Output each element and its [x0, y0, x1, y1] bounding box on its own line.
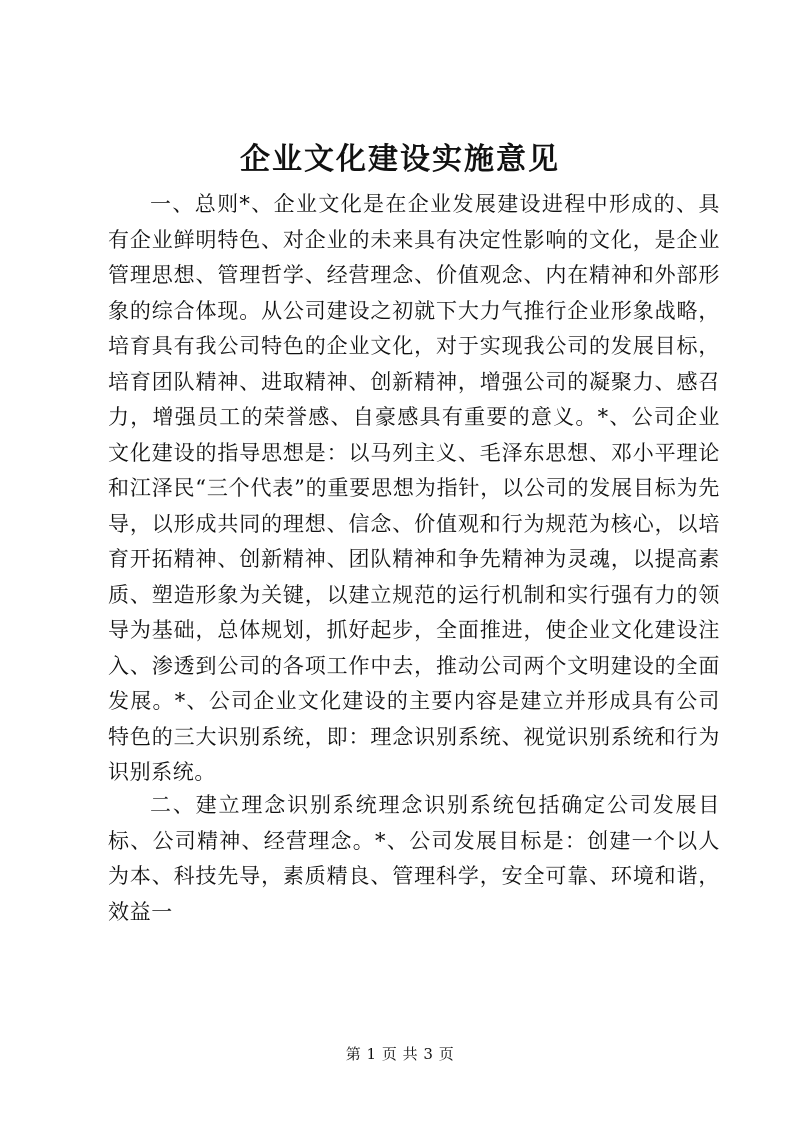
document-title: 企业文化建设实施意见: [240, 142, 560, 177]
page-number-footer: 第 1 页 共 3 页: [345, 1045, 455, 1063]
paragraph-concept-identity-system: 二、建立理念识别系统理念识别系统包括确定公司发展目标、公司精神、经营理念。*、公司发展目标是：创建一个以人为本、科技先导，素质精良、管理科学，安全可靠、环境和谐，效益一: [108, 793, 720, 924]
paragraph-general-principles: 一、总则*、企业文化是在企业发展建设进程中形成的、具有企业鲜明特色、对企业的未来具有决定性影响的文化，是企业管理思想、管理哲学、经营理念、价值观念、内在精神和外部形象的综合体现。从公司建设之初就下大力气推行企业形象战略，培育具有我公司特色的企业文化，对于实现我公司的发展目标，培育团队精神、进取精神、创新精神，增强公司的凝聚力、感召力，增强员工的荣誉感、自豪感具有重要的意义。*、公司企业文化建设的指导思想是：以马列主义、毛泽东思想、邓小平理论和江泽民“三个代表”的重要思想为指针，以公司的发展目标为先导，以形成共同的理想、信念、价值观和行为规范为核心，以培育开拓精神、创新精神、团队精神和争先精神为灵魂，以提高素质、塑造形象为关键，以建立规范的运行机制和实行强有力的领导为基础，总体规划，抓好起步，全面推进，使企业文化建设注入、渗透到公司的各项工作中去，推动公司两个文明建设的全面发展。*、公司企业文化建设的主要内容是建立并形成具有公司特色的三大识别系统，即：理念识别系统、视觉识别系统和行为识别系统。: [108, 192, 720, 784]
